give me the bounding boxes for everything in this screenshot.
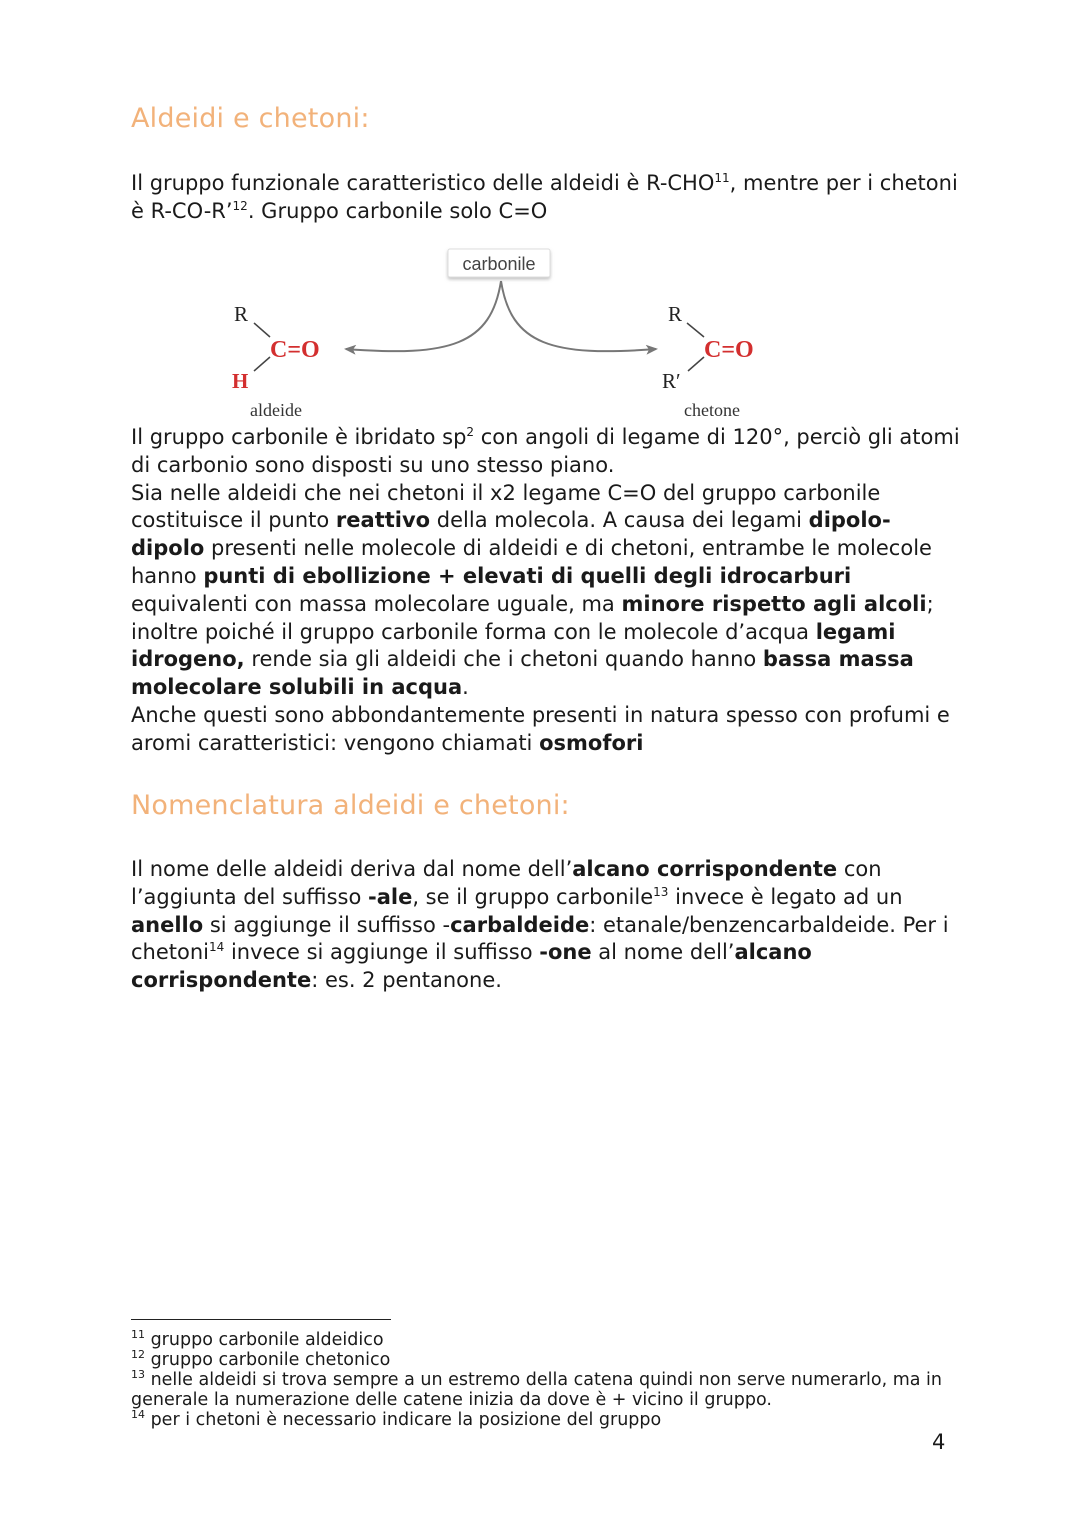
page-number: 4 [932, 1430, 946, 1454]
carbonyl-diagram [210, 245, 810, 425]
svg-text:R: R [668, 302, 683, 326]
svg-text:R: R [234, 302, 249, 326]
footnote-12: $^{12}$ gruppo carbonile chetonico [131, 1348, 391, 1370]
footnote-11: $^{11}$ gruppo carbonile aldeidico [131, 1328, 384, 1350]
section-title-nomenclatura: Nomenclatura aldeidi e chetoni: [131, 790, 570, 821]
footnote-ref-11: 11 [714, 171, 730, 185]
footnote-14: $^{14}$ per i chetoni è necessario indicare la posizione del gruppo [131, 1408, 662, 1430]
svg-text:C=O: C=O [270, 337, 320, 363]
aldeide-structure [232, 302, 320, 420]
carbonile-label: carbonile [462, 254, 536, 274]
arrow-to-chetone [501, 281, 656, 351]
section-title-aldeidi-chetoni: Aldeidi e chetoni: [131, 103, 370, 134]
chetone-caption: chetone [684, 400, 740, 420]
footnote-13: $^{13}$ nelle aldeidi si trova sempre a un estremo della catena quindi non serve numerarlo, ma in generale la numerazione delle catene inizia da dove è + vicino il gruppo. [131, 1368, 942, 1410]
footnote-ref-13: 13 [653, 884, 669, 899]
footnote-ref-12: 12 [232, 198, 248, 213]
aldeide-caption: aldeide [250, 400, 302, 420]
body-paragraph: Il gruppo carbonile è ibridato $sp^2$ con angoli di legame di 120°, perciò gli atomi di carbonio sono disposti su uno stesso piano. Sia nelle aldeidi che nei chetoni il x2 legame C=O del gruppo carbonile costituisce il punto reattivo della molecola. A causa dei legami dipolo-dipolo presenti nelle molecole di aldeidi e di chetoni, entrambe le molecole hanno punti di ebollizione + elevati di quelli degli idrocarburi equivalenti con massa molecolare uguale, ma minore rispetto agli alcoli; inoltre poiché il gruppo carbonile forma con le molecole d’acqua legami idrogeno, rende sia gli aldeidi che i chetoni quando hanno bassa massa molecolare solubili in acqua. Anche questi sono abbondantemente presenti in natura spesso con profumi e aromi caratteristici: vengono chiamati osmofori [131, 425, 960, 755]
svg-text:R′: R′ [662, 369, 681, 393]
nomenclatura-paragraph: Il nome delle aldeidi deriva dal nome dell’alcano corrispondente con l’aggiunta del suffisso -ale, se il gruppo carbonile$^{13}$ invece è legato ad un anello si aggiunge il suffisso -carbaldeide: etanale/benzencarbaldeide. Per i chetoni$^{14}$ invece si aggiunge il suffisso -one al nome dell’alcano corrispondente: es. 2 pentanone. [131, 857, 949, 993]
arrow-to-aldeide [346, 281, 501, 351]
svg-text:C=O: C=O [704, 337, 754, 363]
svg-text:H: H [232, 369, 249, 393]
footnote-ref-14: 14 [209, 940, 225, 955]
intro-paragraph: Il gruppo funzionale caratteristico delle aldeidi è R-CHO$^{11}$, mentre per i chetoni è R-CO-R’$^{12}$. Gruppo carbonile solo C=O [131, 171, 958, 223]
footnote-divider [131, 1319, 391, 1320]
chetone-structure [662, 302, 754, 420]
